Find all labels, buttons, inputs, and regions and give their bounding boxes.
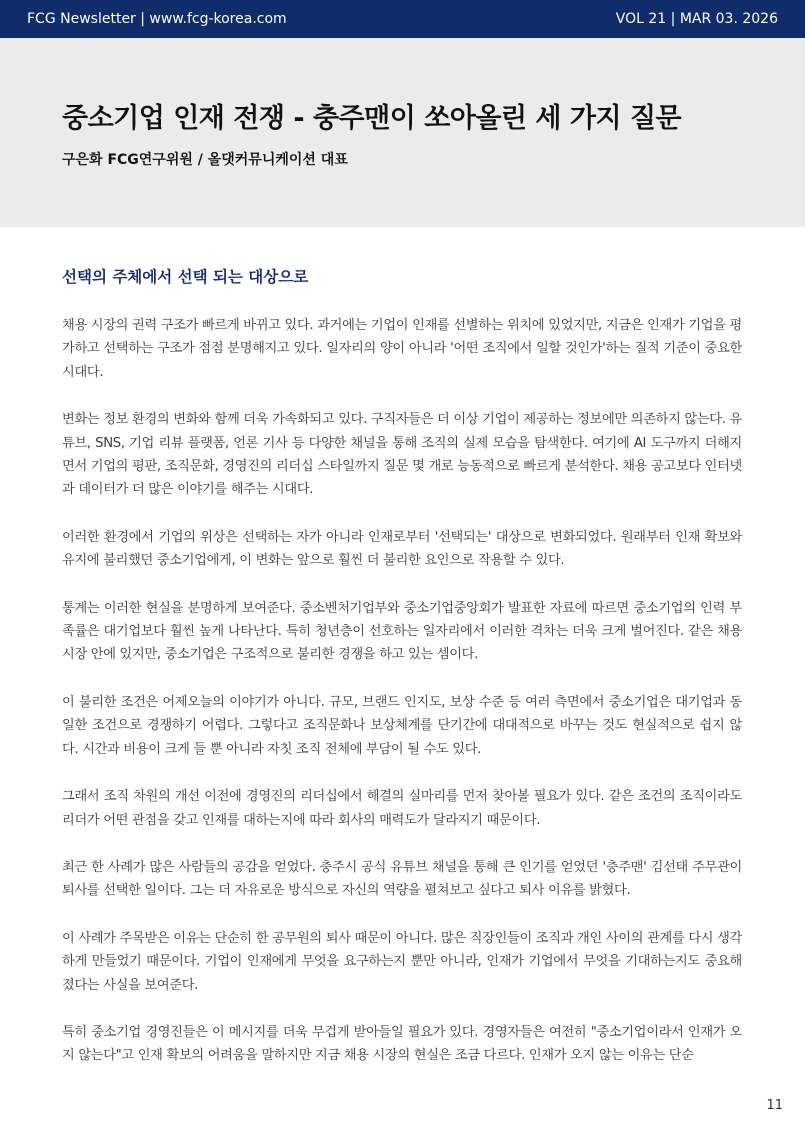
issue-info: VOL 21 | MAR 03. 2026 xyxy=(615,11,778,27)
body-paragraph-8: 이 사례가 주목받은 이유는 단순히 한 공무원의 퇴사 때문이 아니다. 많은 직장인들이 조직과 개인 사이의 관계를 다시 생각하게 만들었기 때문이다. 기업이 인재에게 무엇을 요구하는지 뿐만 아니라, 인재가 기업에서 무엇을 기대하는지도 중요해졌다는 사실을 보여준다. xyxy=(62,930,742,993)
section-heading: 선택의 주체에서 선택 되는 대상으로 xyxy=(62,268,309,286)
body-paragraph-9: 특히 중소기업 경영진들은 이 메시지를 더욱 무겁게 받아들일 필요가 있다. 경영자들은 여전히 "중소기업이라서 인재가 오지 않는다"고 인재 확보의 어려움을 말하지만 지금 채용 시장의 현실은 조금 다르다. 인재가 오지 않는 이유는 단순 xyxy=(62,1024,742,1064)
article-byline: 구은화 FCG연구위원 / 올댓커뮤니케이션 대표 xyxy=(62,152,348,168)
body-paragraph-1: 채용 시장의 권력 구조가 빠르게 바뀌고 있다. 과거에는 기업이 인재를 선별하는 위치에 있었지만, 지금은 인재가 기업을 평가하고 선택하는 구조가 점점 분명해지고 있다. 일자리의 양이 아니라 '어떤 조직에서 일할 것인가'하는 질적 기준이 중요한 시대다. xyxy=(62,318,742,380)
body-paragraph-5: 이 불리한 조건은 어제오늘의 이야기가 아니다. 규모, 브랜드 인지도, 보상 수준 등 여러 측면에서 중소기업은 대기업과 동일한 조건으로 경쟁하기 어렵다. 그렇다고 조직문화나 보상체계를 단기간에 대대적으로 바꾸는 것도 현실적으로 쉽지 않다. 시간과 비용이 크게 들 뿐 아니라 자칫 조직 전체에 부담이 될 수도 있다. xyxy=(62,694,742,757)
newsletter-site-info: FCG Newsletter | www.fcg-korea.com xyxy=(27,11,287,27)
body-paragraph-7: 최근 한 사례가 많은 사람들의 공감을 얻었다. 충주시 공식 유튜브 채널을 통해 큰 인기를 얻었던 '충주맨' 김선태 주무관이 퇴사를 선택한 일이다. 그는 더 자유로운 방식으로 자신의 역량을 펼쳐보고 싶다고 퇴사 이유를 밝혔다. xyxy=(62,859,742,899)
newsletter-header-bar xyxy=(0,0,805,38)
body-paragraph-4: 통계는 이러한 현실을 분명하게 보여준다. 중소벤처기업부와 중소기업중앙회가 발표한 자료에 따르면 중소기업의 인력 부족률은 대기업보다 훨씬 높게 나타난다. 특히 청년층이 선호하는 일자리에서 이러한 격차는 더욱 크게 벌어진다. 같은 채용 시장 안에 있지만, 중소기업은 구조적으로 불리한 경쟁을 하고 있는 셈이다. xyxy=(62,600,742,663)
article-title: 중소기업 인재 전쟁 - 충주맨이 쏘아올린 세 가지 질문 xyxy=(62,103,682,134)
body-paragraph-2: 변화는 정보 환경의 변화와 함께 더욱 가속화되고 있다. 구직자들은 더 이상 기업이 제공하는 정보에만 의존하지 않는다. 유튜브, SNS, 기업 리뷰 플랫폼, 언론 기사 등 다양한 채널을 통해 조직의 실제 모습을 탐색한다. 여기에 AI 도구까지 더해지면서 기업의 평판, 조직문화, 경영진의 리더십 스타일까지 질문 몇 개로 능동적으로 빠르게 분석한다. 채용 공고보다 인터넷과 데이터가 더 많은 이야기를 해주는 시대다. xyxy=(62,412,742,498)
body-paragraph-6: 그래서 조직 차원의 개선 이전에 경영진의 리더십에서 해결의 실마리를 먼저 찾아볼 필요가 있다. 같은 조건의 조직이라도 리더가 어떤 관점을 갖고 인재를 대하는지에 따라 회사의 매력도가 달라지기 때문이다. xyxy=(62,789,742,828)
body-paragraph-3: 이러한 환경에서 기업의 위상은 선택하는 자가 아니라 인재로부터 '선택되는' 대상으로 변화되었다. 원래부터 인재 확보와 유지에 불리했던 중소기업에게, 이 변화는 앞으로 훨씬 더 불리한 요인으로 작용할 수 있다. xyxy=(62,529,742,569)
page-number: 11 xyxy=(766,1098,783,1113)
article-body xyxy=(62,314,742,1068)
